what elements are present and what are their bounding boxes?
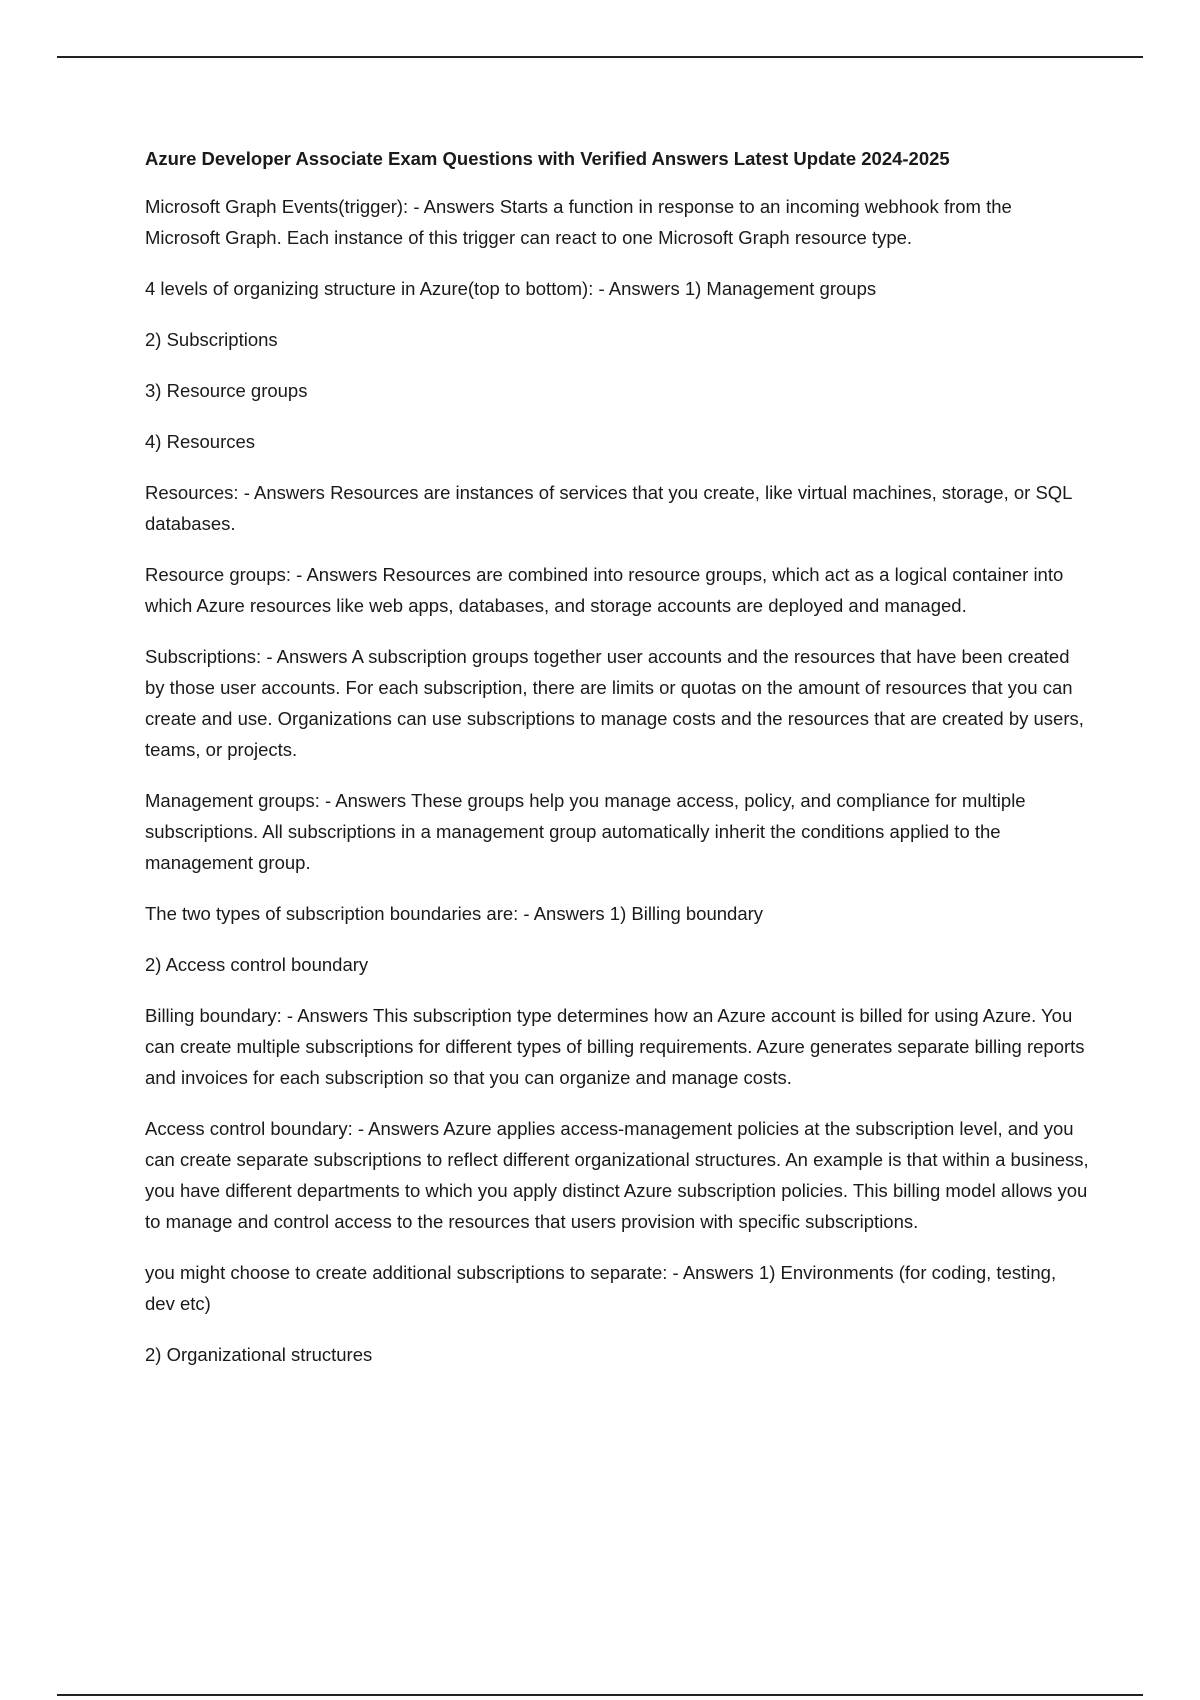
header-rule <box>57 56 1143 58</box>
paragraph-level-subscriptions: 2) Subscriptions <box>145 329 278 350</box>
paragraph-access-control-item: 2) Access control boundary <box>145 954 369 975</box>
paragraph-subscription-boundaries: The two types of subscription boundaries are: - Answers 1) Billing boundary <box>145 903 764 924</box>
paragraph-organizational-structures: 2) Organizational structures <box>145 1344 373 1365</box>
paragraph-organizing-levels: 4 levels of organizing structure in Azure(top to bottom): - Answers 1) Management groups <box>145 278 877 299</box>
paragraph-access-control-boundary: Access control boundary: - Answers Azure applies access-management policies at the subscription level, and you can create separate subscriptions to reflect different organizational structures. An example is that within a business, you have different departments to which you apply distinct Azure subscription policies. This billing model allows you to manage and control access to the resources that users provision with specific subscriptions. <box>145 1118 1089 1232</box>
paragraph-level-resources: 4) Resources <box>145 431 256 452</box>
paragraph-subscriptions: Subscriptions: - Answers A subscription groups together user accounts and the resources that have been created by those user accounts. For each subscription, there are limits or quotas on the amount of resources that you can create and use. Organizations can use subscriptions to manage costs and the resources that are created by users, teams, or projects. <box>145 646 1084 760</box>
paragraph-graph-events: Microsoft Graph Events(trigger): - Answers Starts a function in response to an incoming webhook from the Microsoft Graph. Each instance of this trigger can react to one Microsoft Graph resource type. <box>145 196 1012 248</box>
document-body <box>145 144 1090 1390</box>
paragraph-resource-groups: Resource groups: - Answers Resources are combined into resource groups, which act as a logical container into which Azure resources like web apps, databases, and storage accounts are deployed and managed. <box>145 564 1064 616</box>
paragraph-level-resource-groups: 3) Resource groups <box>145 380 308 401</box>
document-title: Azure Developer Associate Exam Questions with Verified Answers Latest Update 2024-2025 <box>145 148 950 169</box>
footer-rule <box>57 1694 1143 1696</box>
paragraph-resources: Resources: - Answers Resources are instances of services that you create, like virtual machines, storage, or SQL databases. <box>145 482 1072 534</box>
paragraph-billing-boundary: Billing boundary: - Answers This subscription type determines how an Azure account is billed for using Azure. You can create multiple subscriptions for different types of billing requirements. Azure generates separate billing reports and invoices for each subscription so that you can organize and manage costs. <box>145 1005 1085 1088</box>
paragraph-management-groups: Management groups: - Answers These groups help you manage access, policy, and compliance for multiple subscriptions. All subscriptions in a management group automatically inherit the conditions applied to the management group. <box>145 790 1026 873</box>
paragraph-additional-subscriptions: you might choose to create additional subscriptions to separate: - Answers 1) Environments (for coding, testing, dev etc) <box>145 1262 1057 1314</box>
